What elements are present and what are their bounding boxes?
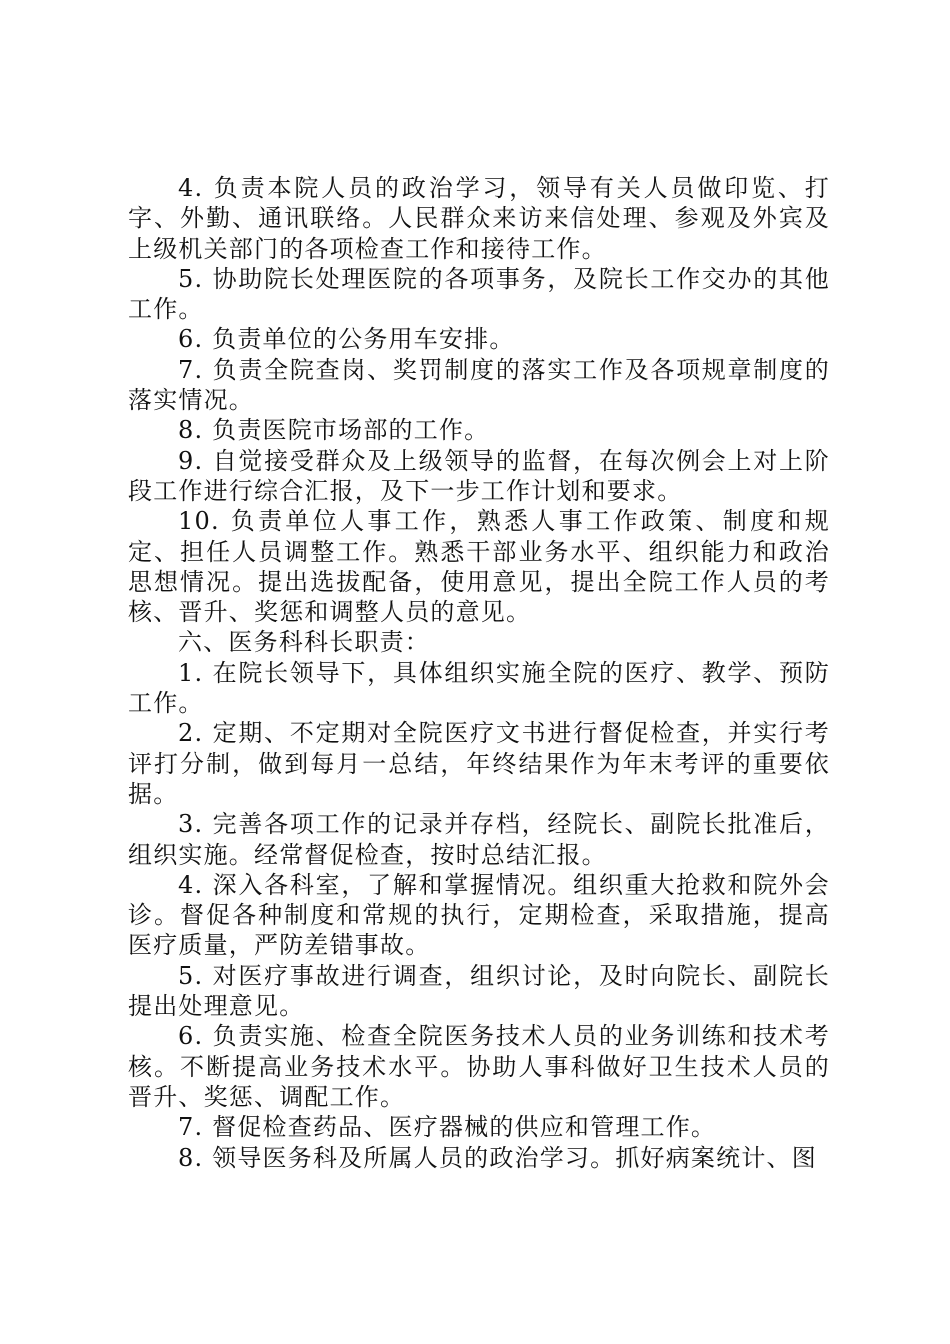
paragraph-duty-7: 7. 负责全院查岗、奖罚制度的落实工作及各项规章制度的落实情况。 <box>128 355 830 415</box>
paragraph-duty-9: 9. 自觉接受群众及上级领导的监督，在每次例会上对上阶段工作进行综合汇报，及下一步工作计划和要求。 <box>128 446 830 505</box>
paragraph-medical-duty-6: 6. 负责实施、检查全院医务技术人员的业务训练和技术考核。不断提高业务技术水平。协助人事科做好卫生技术人员的晋升、奖惩、调配工作。 <box>128 1022 830 1111</box>
paragraph-medical-duty-7: 7. 督促检查药品、医疗器械的供应和管理工作。 <box>178 1113 717 1142</box>
paragraph-medical-duty-4: 4. 深入各科室，了解和掌握情况。组织重大抢救和院外会诊。督促各种制度和常规的执行，定期检查，采取措施，提高医疗质量，严防差错事故。 <box>128 870 830 960</box>
document-body <box>128 173 830 1173</box>
paragraph-duty-10: 10. 负责单位人事工作，熟悉人事工作政策、制度和规定、担任人员调整工作。熟悉干部业务水平、组织能力和政治思想情况。提出选拔配备，使用意见，提出全院工作人员的考核、晋升、奖惩和调整人员的意见。 <box>128 507 830 627</box>
paragraph-duty-4: 4. 负责本院人员的政治学习，领导有关人员做印览、打字、外勤、通讯联络。人民群众来访来信处理、参观及外宾及上级机关部门的各项检查工作和接待工作。 <box>128 174 830 263</box>
paragraph-medical-duty-2: 2. 定期、不定期对全院医疗文书进行督促检查，并实行考评打分制，做到每月一总结，年终结果作为年末考评的重要依据。 <box>128 719 830 808</box>
paragraph-medical-duty-3: 3. 完善各项工作的记录并存档，经院长、副院长批准后，组织实施。经常督促检查，按时总结汇报。 <box>128 810 830 869</box>
paragraph-duty-8: 8. 负责医院市场部的工作。 <box>178 416 490 445</box>
paragraph-duty-5: 5. 协助院长处理医院的各项事务，及院长工作交办的其他工作。 <box>128 264 830 324</box>
paragraph-duty-6: 6. 负责单位的公务用车安排。 <box>178 325 515 354</box>
paragraph-medical-duty-1: 1. 在院长领导下，具体组织实施全院的医疗、教学、预防工作。 <box>128 658 830 718</box>
section-heading-medical-affairs: 六、医务科科长职责： <box>178 628 430 657</box>
paragraph-medical-duty-5: 5. 对医疗事故进行调查，组织讨论，及时向院长、副院长提出处理意见。 <box>128 961 830 1021</box>
paragraph-medical-duty-8: 8. 领导医务科及所属人员的政治学习。抓好病案统计、图 <box>178 1143 817 1172</box>
